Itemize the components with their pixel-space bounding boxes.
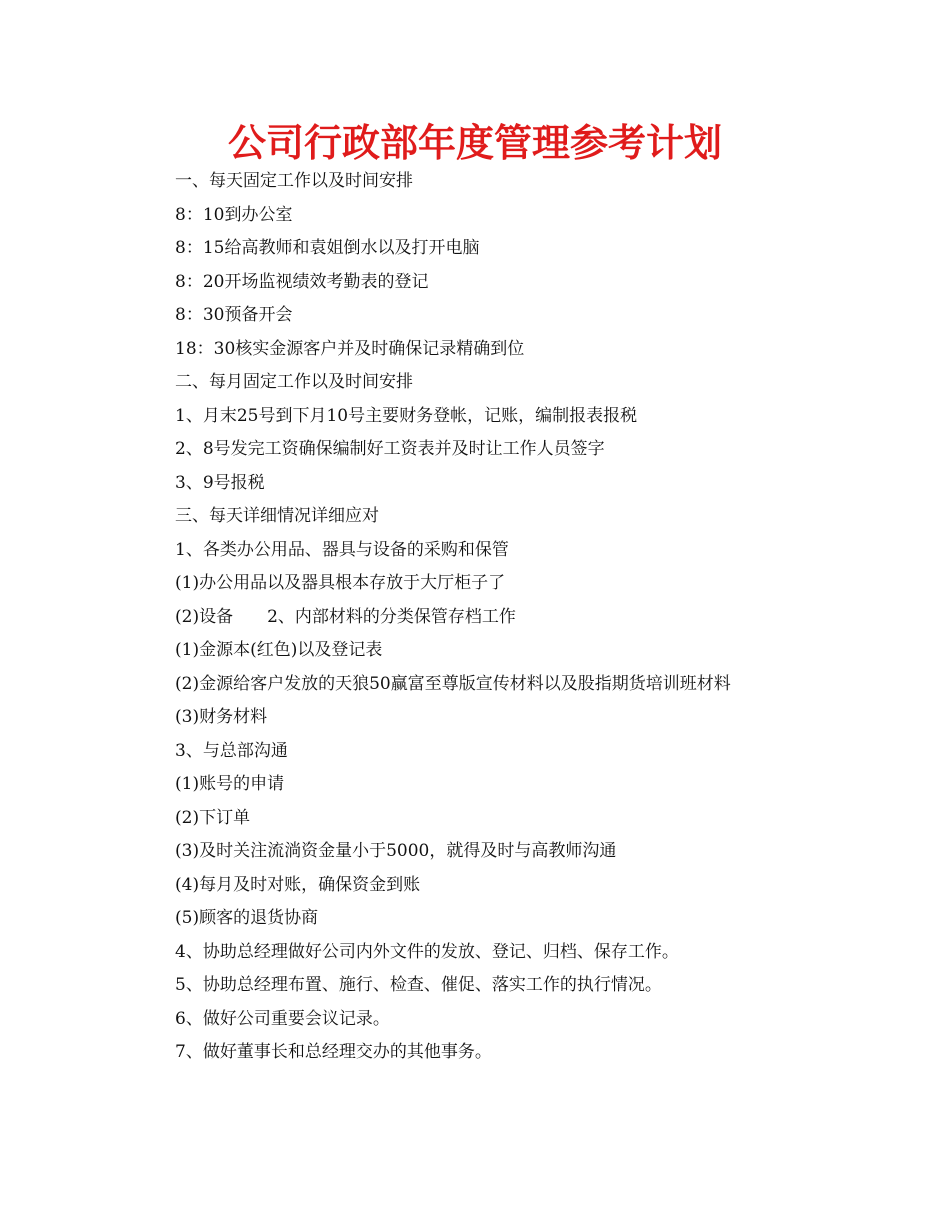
text-line: (3)及时关注流淌资金量小于5000，就得及时与高教师沟通: [175, 841, 617, 861]
text-line: 8：30预备开会: [175, 305, 293, 325]
text-line: (2)下订单: [175, 807, 251, 828]
text-line: (1)金源本(红色)以及登记表: [175, 640, 383, 660]
text-line: 3、与总部沟通: [175, 740, 288, 761]
text-line: 8：10到办公室: [175, 204, 293, 225]
text-line: (4)每月及时对账，确保资金到账: [175, 874, 421, 895]
text-line: (2)金源给客户发放的天狼50赢富至尊版宣传材料以及股指期货培训班材料: [175, 673, 731, 694]
text-line: 2、8号发完工资确保编制好工资表并及时让工作人员签字: [175, 439, 605, 459]
text-line: (2)设备 2、内部材料的分类保管存档工作: [175, 606, 516, 627]
text-line: 三、每天详细情况详细应对: [175, 506, 379, 526]
text-line: (5)顾客的退货协商: [175, 908, 319, 928]
text-line: 二、每月固定工作以及时间安排: [175, 372, 413, 392]
text-line: 1、各类办公用品、器具与设备的采购和保管: [175, 539, 509, 560]
text-line: 5、协助总经理布置、施行、检查、催促、落实工作的执行情况。: [175, 975, 662, 995]
document-title: 公司行政部年度管理参考计划: [227, 121, 722, 165]
document-body: [175, 165, 915, 1070]
text-line: 7、做好董事长和总经理交办的其他事务。: [175, 1042, 492, 1062]
text-line: (1)办公用品以及器具根本存放于大厅柜子了: [175, 573, 506, 593]
text-line: 8：20开场监视绩效考勤表的登记: [175, 271, 429, 292]
text-line: (3)财务材料: [175, 707, 268, 727]
text-line: 18：30核实金源客户并及时确保记录精确到位: [175, 338, 525, 359]
text-line: 1、月末25号到下月10号主要财务登帐，记账，编制报表报税: [175, 405, 638, 426]
text-line: 8：15给高教师和袁姐倒水以及打开电脑: [175, 238, 480, 258]
text-line: 一、每天固定工作以及时间安排: [175, 171, 413, 191]
text-line: 4、协助总经理做好公司内外文件的发放、登记、归档、保存工作。: [175, 941, 679, 962]
text-line: 3、9号报税: [175, 472, 265, 493]
text-line: (1)账号的申请: [175, 774, 285, 794]
text-line: 6、做好公司重要会议记录。: [175, 1008, 390, 1029]
